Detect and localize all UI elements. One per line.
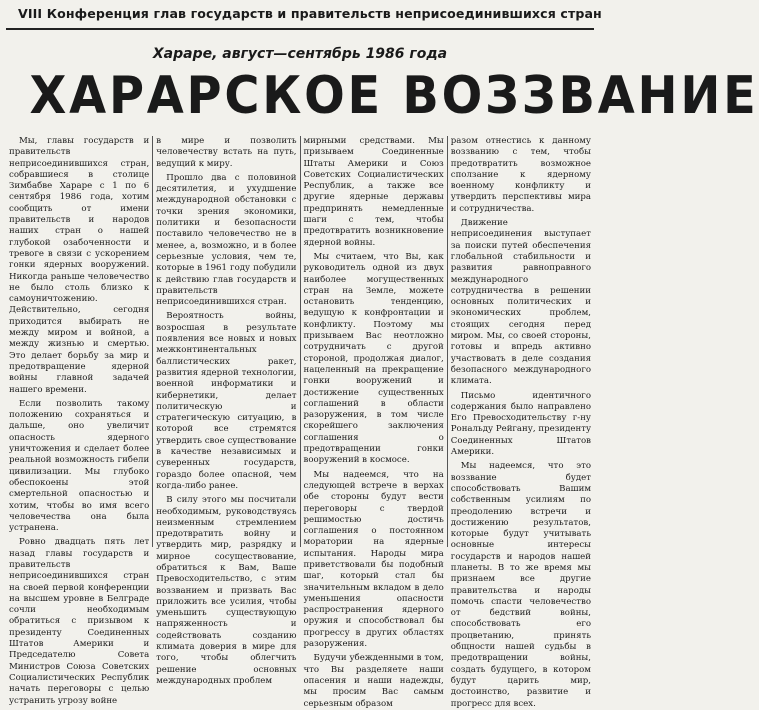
paragraph: в мире и позволить человечеству встать на путь, ведущий к миру. bbox=[156, 136, 297, 169]
column-1 bbox=[6, 136, 152, 706]
paragraph: В силу этого мы посчитали необходимым, руководствуясь неизменным стремлением предотвратить войну и утвердить мир, разрядку и мирное сосуществование, обратиться к Вам, Ваше Превосходительство, с этим воззванием и призвать Вас приложить все усилия, чтобы уменьшить существующую напряженность и содействовать созданию климата доверия в мире для того, чтобы облегчить решение основных международных проблем bbox=[156, 495, 297, 686]
paragraph: Мы считаем, что Вы, как руководитель одной из двух наиболее могущественных стран на Земле, можете остановить тенденцию, ведущую к конфронтации и конфликту. Поэтому мы призываем Вас неотложно сотрудничать с другой стороной, продолжая диалог, нацеленный на прекращение гонки вооружений и достижение существенных соглашений в области разоружения, в том числе скорейшего заключения соглашения о предотвращении гонки вооружений в космосе. bbox=[303, 251, 444, 466]
paragraph: Ровно двадцать пять лет назад главы государств и правительств неприсоединившихся стран на своей первой конференции на высшем уровне в Белграде сочли необходимым обратиться с призывом к президенту Соединенных Штатов Америки и Председателю Совета Министров Союза Советских Социалистических Республик начать переговоры с целью устранить угрозу войне bbox=[9, 537, 150, 706]
headline: ХАРАРСКОЕ ВОЗЗВАНИЕ bbox=[29, 66, 759, 126]
top-rule bbox=[6, 28, 594, 30]
paragraph: Письмо идентичного содержания было направлено Его Превосходительству г-ну Рональду Рейгану, президенту Соединенных Штатов Америки. bbox=[450, 390, 591, 458]
column-4 bbox=[447, 136, 594, 709]
paragraph: Движение неприсоединения выступает за поиски путей обеспечения глобальной стабильности и развития равноправного международного сотрудничества в решении основных политических и экономических проблем, стоящих сегодня перед миром. Мы, со своей стороны, готовы и впредь активно участвовать в деле создания безопасного международного климата. bbox=[450, 218, 591, 387]
paragraph: Мы, главы государств и правительств неприсоединившихся стран, собравшиеся в столице Зимбабве Хараре с 1 по 6 сентября 1986 года, хотим сообщить от имени правительств и народов наших стран о нашей глубокой озабоченности и тревоге в связи с ускорением гонки ядерных вооружений. Никогда раньше человечество не было столь близко к самоуничтожению. Действительно, сегодня приходится выбирать не между миром и войной, а между жизнью и смертью. Это делает борьбу за мир и предотвращение ядерной войны главной задачей нашего времени. bbox=[9, 136, 150, 395]
conference-kicker: VIII Конференция глав государств и правительств неприсоединившихся стран bbox=[18, 6, 602, 21]
paragraph: Если позволить такому положению сохраняться и дальше, оно увеличит опасность ядерного уничтожения и сделает более реальной возможность гибели цивилизации. Мы глубоко обеспокоены этой смертельной опасностью и хотим, чтобы во имя всего человечества она была устранена. bbox=[9, 398, 150, 534]
paragraph: Прошло два с половиной десятилетия, и ухудшение международной обстановки с точки зрения экономики, политики и безопасности поставило человечество не в менее, а, возможно, и в более серьезные условия, чем те, которые в 1961 году побудили к действию глав государств и правительств неприсоединившихся стран. bbox=[156, 172, 297, 308]
paragraph: разом отнестись к данному воззванию с тем, чтобы предотвратить возможное сползание к ядерному военному конфликту и утвердить перспективы мира и сотрудничества. bbox=[450, 136, 591, 214]
paragraph: Вероятность войны, возросшая в результате появления все новых и новых межконтинентальных баллистических ракет, развития ядерной технологии, военной информатики и кибернетики, делает политическую и стратегическую ситуацию, в которой все стремятся утвердить свое существование в качестве независимых и суверенных государств, гораздо более опасной, чем когда-либо ранее. bbox=[156, 311, 297, 491]
column-3 bbox=[300, 136, 447, 709]
article-body bbox=[6, 136, 594, 709]
column-2 bbox=[152, 136, 299, 686]
paragraph: Мы надеемся, что это воззвание будет способствовать Вашим собственным усилиям по преодолению встречи и достижению результатов, которые будут учитывать основные интересы государств и народов нашей планеты. В то же время мы признаем все другие правительства и народы помочь спасти человечество от бедствий войны, способствовать его процветанию, принять общности нашей судьбы в предотвращении войны, создать будущего, в котором будут царить мир, достоинство, развитие и прогресс для всех. bbox=[450, 461, 591, 709]
dateline: Хараре, август—сентябрь 1986 года bbox=[152, 46, 448, 62]
paragraph: Будучи убежденными в том, что Вы разделяете наши опасения и наши надежды, мы просим Вас самым серьезным образом bbox=[303, 653, 444, 709]
paragraph: Мы надеемся, что на следующей встрече в верхах обе стороны будут вести переговоры с твердой решимостью достичь соглашения о постоянном моратории на ядерные испытания. Народы мира приветствовали бы подобный шаг, который стал бы значительным вкладом в дело уменьшения опасности распространения ядерного оружия и способствовал бы прогрессу в других областях разоружения. bbox=[303, 469, 444, 650]
paragraph: мирными средствами. Мы призываем Соединенные Штаты Америки и Союз Советских Социалистических Республик, а также все другие ядерные державы предпринять немедленные шаги с тем, чтобы предотвратить возникновение ядерной войны. bbox=[303, 136, 444, 248]
